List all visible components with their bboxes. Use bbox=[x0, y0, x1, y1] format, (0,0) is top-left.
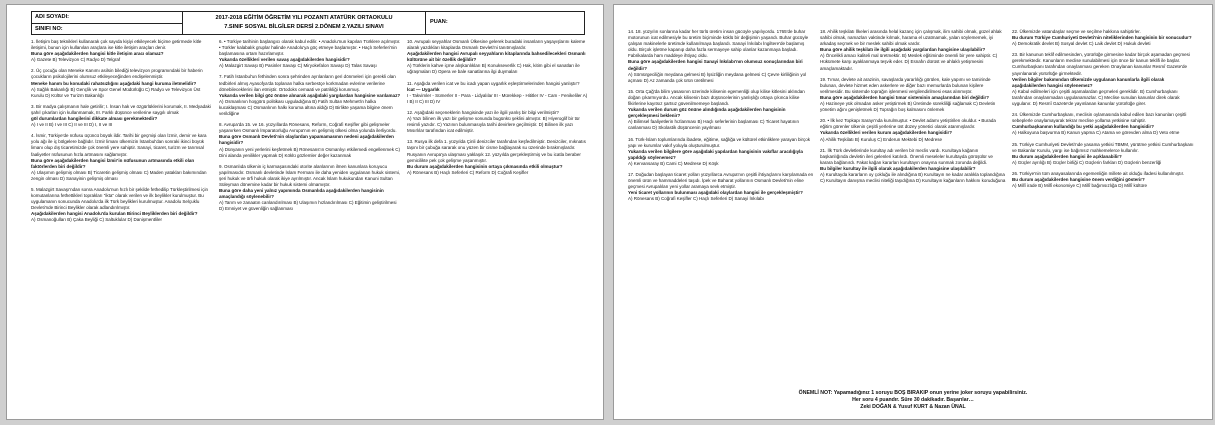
note-authors: Zeki DOĞAN & Yusuf KURT & Nazan ÜNAL bbox=[860, 404, 966, 410]
question-text: 26. Türkiye'nin tüm anayasalarında egemenliğin millete ait olduğu ifadesi kullanılmıştır. bbox=[1012, 170, 1185, 176]
question-text: 16. Türk-İslam toplumlarında ibadete, eğitime, sağlığa ve kültürel etkinliklere yarayan birçok yapı ve kurumlar vakıf yoluyla oluşturulmuştur. bbox=[628, 136, 811, 148]
note-line-1: ÖNEMLİ NOT: Yapamadığınız 1 soruyu BOŞ BIRAKIP onun yerine joker soruyu yapabilirsiniz. bbox=[798, 390, 1028, 396]
question-text: 20. • İlk kez Topkapı Sarayı'nda kurulmuştur. • Devlet adamı yetiştirilen okuldur. • Burada eğitim görenler ülkenin çeşitli yerlerine üst düzey yönetici olarak atanmışlardır. bbox=[820, 118, 996, 130]
question-prompt: Yukarıda verilen durum göz önüne alındığında aşağıdakilerden hangisinin gerçekleşmesi beklenir? bbox=[628, 107, 786, 119]
question-block bbox=[1012, 29, 1198, 47]
question-text: 6. • Türkiye tarihinin başlangıcı olarak kabul edilir. • Anadolu'nun kapıları Türklere açılmıştır. • Türkler kalabalık gruplar halinde Anadolu'ya göç etmeye başlamıştır. • Haçlı Seferleri'nin başlamasına ortam hazırlamıştır. bbox=[219, 39, 401, 57]
question-text: 14. 18. yüzyılın sonlarına kadar her türlü üretim insan gücüyle yapılıyordu. 1765'de buhar motorunun icat edilmesiyle bu üretim biçiminde köklü bir değişimin yaşandı. Buhar gücüyle çalışan makinelerle üretimde kullanılmaya başlandı. Sanayi İnkılabı İngiltere'de başlamış oldu. Birçok işletme kapanıp daha fazla sermayeye sahip olanlar kazanmaya başladı. Fabrikalarda ham maddeye ihtiyaç oldu. bbox=[628, 29, 809, 59]
question-options: A) Dünyanın yeni yerlerini keşfetmek B) Rönesans'ın Osmanlıyı etkilemedi engellenmek C) Dini alanda yenilikler yapmak D) Köklü gözlemler değer kazanmak bbox=[219, 146, 400, 158]
question-text: 2. Üç çocuğu olan Meneke Kanımı asilsin bilediği televizyon programındaki bir haberin çocukların psikolojilerini olumsuz etkileyeceğinden endişelenmiştir. bbox=[31, 68, 203, 80]
question-prompt: Yeni ticaret yollarının bulunması aşağıdaki olaylardan hangisi ile gerçekleşmiştir? bbox=[628, 190, 803, 196]
question-prompt: Aşağıdakilerden hangisi Anadolu'da kurulan Birinci Beyliklerden biri değildir? bbox=[31, 211, 198, 217]
question-block bbox=[820, 148, 1006, 185]
question-block bbox=[31, 104, 213, 128]
student-info-box bbox=[32, 12, 183, 34]
question-text: 7. Fatih İstanbul'un fethinden sonra şehrinden ayrılanların geri dönmeleri için gerekli olan tedbirleri almış Ayasofya'da toplanan halka serbestçe korkmadan evlerine verilerine dönebileceklerini ilan etmiştir. Ortodoks cemaati ve patrikliği korunmuş. bbox=[219, 74, 396, 92]
question-block bbox=[1012, 142, 1198, 166]
question-block bbox=[628, 172, 814, 202]
exam-page-left bbox=[6, 4, 604, 420]
question-text: 4. İsmir, Türkiye'de nüfusu üçüncü büyük ildir. Tarihi bir geçmişi olan İzmir, demir ve kara yolu ağı ile iç bölgelere bağlıdır. İzmir limanı ülkemizin İstanbul'dan sonraki ikinci büyük limanı olup dış ticaretimizde çok önemli yere sahiptir. Sanayi, ticaret, turizm ve tarımsal faaliyetler nüfusunun hızla artmasını sağlamıştır. bbox=[31, 133, 207, 157]
question-block bbox=[628, 29, 814, 84]
question-options: A) Tarım ve zanaatın canlandırılması B) Ulaşımın hızlandırılması C) Eğitimin geliştirilmesi D) Emniyet ve güvenliğin sağlanması bbox=[219, 200, 397, 212]
question-block bbox=[31, 187, 213, 224]
question-block bbox=[820, 29, 1006, 72]
column-6 bbox=[1012, 29, 1198, 373]
question-prompt: Verilen bilgiler bakımından ülkemizde uygulanan kanunlarla ilgili olarak aşağıdakilerden hangisi söylenemez? bbox=[1012, 76, 1165, 88]
question-text: 15. Orta Çağ'da bilim yasasının üzerinde kilisenin egemenliği olup kilise kitlesini aklından doğan çıkarmıyordu. Ancak kilisenin bazı düşüncelerinin yanlışlığı ortaya çıkınca kilise fikirlerine kayıtsız şartsız güvenilmemeye başlandı. bbox=[628, 88, 805, 107]
question-block bbox=[628, 137, 814, 167]
score-label: PUAN: bbox=[430, 19, 448, 25]
exam-title-line1: 2017-2018 EĞİTİM ÖĞRETİM YILI POZANTI ATATÜRK ORTAOKULU bbox=[215, 15, 393, 21]
question-block bbox=[219, 122, 401, 159]
question-text: 5. Malazgirt Savaşı'ndan sonra Anadolu'nun hızlı bir şekilde fethedilip Türkleştirilmesi için komutanlarına fethettikleri toprakları "ikta" olarak verilen ve ilk beylikler kurulmuştur. Bu uygulamanın sonucunda Anadolu'da ilk Türk beylikleri kurulmuştur. Anadolu Selçuklu Devleti'nde Birinci Beylikler olarak adlandırılmıştır. bbox=[31, 186, 208, 211]
question-options: A) Halkoyuna başvurma B) Kanun yapma C) Atama ve görevden alma D) Veto etme bbox=[1012, 130, 1180, 136]
column-5 bbox=[820, 29, 1006, 373]
question-block bbox=[31, 133, 213, 182]
question-options: A) Bilimsel faaliyetlerin hızlanması B) Haçlı seferlerinin başlaması C) Ticaret hayatının canlanması D) Skolastik düşüncenin yayılması bbox=[628, 119, 800, 131]
question-options: A) Demokratik devlet B) Sosyal devlet C) Laik devlet D) Hukuk devleti bbox=[1012, 41, 1151, 47]
exam-title bbox=[183, 12, 426, 34]
question-text: 8. Avrupa'da 15. ve 16. yüzyıllarda Rönesans, Reform, Coğrafi Keşifler gibi gelişmeler yaşanırken Osmanlı İmparatorluğu Avrupa'nın en gelişmiş ülkesi olma yolunda ilerliyordu. bbox=[219, 122, 397, 134]
question-prompt: Buna göre aşağıdakilerden hangisi Sanayi İnkılabı'nın olumsuz sonuçlarından biri değildir? bbox=[628, 59, 803, 71]
question-text: 10. Avrupalı seyyahlar Osmanlı Ülkesine gelerek buradaki insanların yaşayışlarını kaleme alarak yazdıkları kitaplarda Osmanlı Devleti'ni tanıtmışlardır. bbox=[407, 39, 586, 51]
question-options: A) Osmanlının hoşgörü politikası uyguladığına B) Fatih Sultan Mehmet'in halka kucaklaşması C) Osmanlının halkı koruma altına aldığı D) Birlikte yaşama bilgine önem verildiğine bbox=[219, 98, 393, 117]
question-options: A) Kervansaray B) Cami C) Medrese D) Köşk bbox=[628, 160, 719, 166]
question-columns-right bbox=[628, 29, 1198, 373]
column-3 bbox=[407, 39, 589, 415]
question-prompt: Buna göre daha yeni yalnız yapımında Osmanlıda aşağıdakilerden hangisinin amaçlandığı söylenebilir? bbox=[219, 188, 384, 200]
question-prompt: Buna göre aşağıdakilerden hangisi İzmir'in nüfusunun artmasında etkili olan faktörlerden biri değildir? bbox=[31, 157, 195, 169]
exam-page-right bbox=[613, 4, 1213, 420]
question-prompt: Bu bilgiler kurultay ile ilgili olarak aşağıdakilerden hangisine ulaşılabilir? bbox=[820, 165, 976, 171]
question-options: A) Osmanoğulları B) Çaka Beyliği C) Saltuklular D) Danişmentliler bbox=[31, 217, 163, 223]
question-prompt: Bu durum aşağıdakilerden hangisine önem verdiğini gösterir? bbox=[1012, 176, 1145, 182]
question-block bbox=[31, 39, 213, 63]
question-text: 19. Tımar, devlete ait arazinin, savaşlarda yararlılığı görülen, kale yapımı ve tamirinde bulunan, devlete hizmet eden askerlere ve diğer bazı memurlarda bulunan kişilere verilmesidir. Bu sistemde toprağın işlenmesi vergilendirilmesi esas alınmıştır. bbox=[820, 76, 991, 94]
question-prompt: Yukarıda verilen bilgi göz önüne alınarak aşağıdaki yargılardan hangisine varılamaz? bbox=[219, 92, 401, 98]
question-options: A) Ahilik Teşkilatı B) Kuruluş C) Enderun Mektebi D) Medrese bbox=[820, 136, 942, 142]
question-prompt: Meneke hanım bu konudaki rahatsızlığını aşağıdaki hangi kuruma iletmelidir? bbox=[31, 80, 197, 86]
question-block bbox=[820, 118, 1006, 142]
question-text: 24. Ülkemizde Cumhurbaşkanı, meclisin oylamasında kabul edilen bazı kanunları çeşitli sebeplerle onaylamayarak tekrar meclise yollama yetkisine sahiptir. bbox=[1012, 112, 1187, 124]
question-options: A) Millî irade B) Millî ekonomiye C) Millî bağımsızlığa D) Millî kültüre bbox=[1012, 183, 1148, 189]
question-options: A) Türklerin kahve içme alışkanlıkları B) Konukseverlik C) Hak, kitim gibi el sanatları ile uğraşmaları D) Opera ve bale sanatlarına ilgi duymaları bbox=[407, 63, 580, 75]
question-block bbox=[219, 164, 401, 213]
question-text: 12. Aşağıdaki seçeneklerin hangisinde yazı ile ilgili yanlış bir bilgi verilmiştir? bbox=[407, 109, 559, 115]
exam-header bbox=[31, 11, 585, 35]
question-text: 22. Ülkemizde vatandaşlar seçme ve seçilme hakkına sahiptirler. bbox=[1012, 29, 1141, 34]
question-prompt: Buna göre aşağıdakilerden hangisi tımar sisteminin amaçlarından biri değildir? bbox=[820, 94, 990, 100]
question-prompt: Buna göre ahilik teşkilatı ile ilgili aşağıdaki yargılardan hangisine ulaşılabilir? bbox=[820, 47, 986, 53]
question-options: A) Hazineye yük olmadan asker yetiştirmek B) Üretimde sürekliliği sağlamak C) Devletin yönetim ağını genişletmek D) Toprağın boş kalmasını önlemek bbox=[820, 101, 996, 113]
important-note bbox=[674, 390, 1152, 411]
question-options: A) Kabul edilmeleri için çeşitli aşamalardan geçmeleri gereklidir. B) Cumhurbaşkanı tarafından onaylanmadan uygulanamazlar. C) Meclise sunulan kanunlar direk olarak uygulanır. D) Resmî Gazete'de yayınlanan kanunlar yürürlüğe girer. bbox=[1012, 88, 1180, 107]
question-text: 23. Bir kanunun teklif edilmesinden, yürürlüğe girmesine kadar birçok aşamadan geçmesi gerekmektedir. Kanunların meclise sunulabilmesi için önce bir kanun teklifi ile başlar. Cumhurbaşkanı tarafından onaylanması gereken Onaylanan kanunlar Resmî Gazete'de yayınlanarak yürürlüğe girmektedir. bbox=[1012, 52, 1190, 76]
question-text: 17. Doğudan başlayan ticaret yolları yüzyıllarca Avrupa'nın çeşitli ihtiyaçlarını karşılamada en önemli ürün ve hammaddeleri taşıdı. İpek ve Baharat yollarının Osmanlı Devleti'nin eline geçmesi Avrupalıları yeni yollar aramaya sevk etmiştir. bbox=[628, 171, 814, 190]
question-block bbox=[820, 77, 1006, 114]
question-prompt: Buna göre aşağıdakilerden hangisi kitle iletişim aracı olamaz? bbox=[31, 51, 164, 57]
question-options: I - Takvimler - Sümerler II - Para - Lidyalılar III - Mürekkep - Hititler IV - Cam - Fenikeliler A) I B) II C) III D) IV bbox=[407, 92, 588, 104]
question-options: A) Güçler ayrılığı B) Güçler birliği C) Güçlerin farkları D) Güçlerin benzerliği bbox=[1012, 159, 1162, 165]
question-text: 18. Ahilik teşkilatı İlkeleri arasında helal kazanç için çalışmak, ilim sahibi olmak, güzel ahlak sahibi olmak, namazları vaktinde kılmak, harama el uzatmamak, yalan söylememek, iyi arkadaş seçmek ve bir meslek sahibi olmak vardır. bbox=[820, 29, 1002, 47]
question-block bbox=[219, 39, 401, 69]
question-prompt: Bu durum Türkiye Cumhuriyeti Devleti'nin niteliklerinden hangisinin bir sonucudur? bbox=[1012, 35, 1192, 41]
question-options: A) Sömürgeciliğin meydana gelmesi B) İşsizliğin meydana gelmesi C) Çevre kirliliğinin yol açması D) Az zamanda çok ürün üretilmesi bbox=[628, 71, 807, 83]
column-1 bbox=[31, 39, 213, 415]
question-prompt: Bu durum aşağıdakilerden hangisinin ortaya çıkmasında etkili olmuştur? bbox=[407, 163, 563, 169]
question-prompt: İcat — Uygarlık bbox=[407, 86, 440, 92]
question-block bbox=[407, 81, 589, 105]
question-options: A) Öncelikli amacı kaliteli mal üretmektir. B) Meslek eğitiminde önemli bir yere sahiptir. C) Hükümete karşı ayaklanmaya teşvik eder. D) Esnafın dürüst ve ahlaklı yetişmesini amaçlamaktadır. bbox=[820, 53, 998, 71]
question-text: 1. İletişim baş teknikleri kullanarak çok sayıda kişiyi etkileyecek biçime getirmede kitle iletişimi, bunun için kullanılan araçlara ise kitle iletişim araçları denir. bbox=[31, 39, 202, 51]
question-options: A) Rönesans B) Coğrafi Keşifler C) Haçlı Seferleri D) Sanayi İnkılabı bbox=[628, 196, 765, 202]
question-prompt: Cumhurbaşkanının kullandığı bu yetki aşağıdakilerden hangisidir? bbox=[1012, 124, 1155, 130]
question-options: A) Malazgirt Savaşı B) Pasinler Savaşı C) Miryokefalon Savaşı D) Talas Savaşı bbox=[219, 63, 377, 69]
question-prompt: Bu durum aşağıdakilerden hangisi ile açıklanabilir? bbox=[1012, 153, 1122, 159]
question-text: 13. Rusya ilk defa 1. yüzyılda Çinli denizciler tarafından keşfedilmiştir. Denizciler, mıknatıs taşını bir çubuğa sararak onu yüzen bir cisme bağlayarak su üzerinde bırakmışlardır. Rusyanın Avrupa'ya ulaşması yaklaşık 12. yüzyılda gerçekleştirmiş ve bu icatla beraber gemicilikte pek çok gelişme yaşanmıştır. bbox=[407, 139, 586, 163]
question-options: A) Gazete B) Televizyon C) Radyo D) Telgraf bbox=[31, 57, 121, 63]
question-block bbox=[31, 68, 213, 98]
question-block bbox=[1012, 52, 1198, 107]
question-text: 3. Bir madya çalışmanın hale getirilir; I. İnsan hak ve özgürlüklerini korumak, II. Medyadaki şahıl çıkarları için kullanmamak, III. Farklı düşünce verilerine saygılı olmak bbox=[31, 103, 211, 115]
exam-title-line2: 7.SINIF SOSYAL BİLGİLER DERSİ 2.DÖNEM 2.YAZILI SINAVI bbox=[224, 24, 384, 30]
question-options: A) Kurultayda kararların oy çokluğu ile alındığına B) Kurultayın ne kadar aralıkla toplandığına C) Kurultayın danışma meclisi niteliği taşıdığına D) Kurultayın kağanların hakkını koruduğuna bbox=[820, 171, 1006, 184]
note-line-2: Her soru 4 puandır. Süre 30 dakikadır. Başarılar… bbox=[852, 397, 974, 403]
question-columns-left bbox=[31, 39, 589, 415]
question-text: 25. Türkiye Cumhuriyeti Devleti'nde yasama yetkisi TBMM, yürütme yetkisi Cumhurbaşkanı ve Bakanlar Kurulu, yargı ise bağımsız mahkemelerce kullanılır. bbox=[1012, 141, 1194, 153]
question-prompt: Yukarıda özellikleri verilen kurum aşağıdakilerden hangisidir? bbox=[820, 130, 953, 136]
question-options: A) I ve II B) I ve III C) II ve III D) I, II ve III bbox=[31, 122, 113, 128]
question-options: A) Yazı bilinen ilk yazı bir gelişme sonunda bugünkü şeklini almıştır. B) Hiyeroglif bir tür resimli yazıdır. C) Yazının bulunmasıyla tarihi devirlere geçilmiştir. D) Bilinen ilk yazı Mısırlılar tarafından icat edilmiştir. bbox=[407, 116, 580, 134]
question-prompt: Yukarıda verilen bilgilere göre aşağıdaki yapılardan hangisinin vakıflar aracılığıyla yapıldığı söylenemez? bbox=[628, 148, 803, 160]
name-label: ADI SOYADI: bbox=[32, 12, 182, 24]
column-2 bbox=[219, 39, 401, 415]
question-block bbox=[407, 39, 589, 76]
question-text: 21. İlk Türk devletlerinde kurultay adı verilen bir meclis vardı. Kurultaya kağanın başkanlığında devletin ileri gelenleri katılırdı. Önemli meseleler kurultayda görüşülür ve karara bağlanırdı. Fakat kağan kararları kurultayın onayına sunmak zorunda değildi. bbox=[820, 147, 993, 165]
question-block bbox=[407, 139, 589, 176]
question-block bbox=[628, 89, 814, 132]
question-prompt: Buna göre Osmanlı Devleti'nin olaylardan yapamamasının nedeni aşağıdakilerden hangisidir? bbox=[219, 134, 394, 146]
question-text: 11. Aşağıda verilen icat ve bu icadı yapan uygarlık eşleştirmelerinden hangisi yanlıştır? bbox=[407, 80, 580, 86]
column-4 bbox=[628, 29, 814, 373]
question-prompt: Yukarıda özellikleri verilen savaş aşağıdakilerden hangisidir? bbox=[219, 57, 350, 63]
question-options: A) Rönesans B) Haçlı Seferleri C) Reform D) Coğrafi Keşifler bbox=[407, 169, 529, 175]
class-label: SINIFI NO: bbox=[35, 26, 63, 32]
question-options: A) Ulaşımın gelişmiş olması B) Ticaretin gelişmiş olması C) Maden yatakları bakımından zengin olması D) Sanayinin gelişmiş olması bbox=[31, 169, 207, 181]
question-prompt: Aşağıdakilerden hangisi Avrupalı seyyahların kitaplarında bahsedilecekleri Osmanlı kültürüne ait bir özellik değildir? bbox=[407, 51, 586, 63]
question-prompt: göl durumlardan hangilerini dikkate alması gerekmektedir? bbox=[31, 116, 158, 122]
question-block bbox=[1012, 112, 1198, 136]
question-block bbox=[407, 110, 589, 134]
question-text: 9. Osmanlıda ülkenin iç karmaşasındaki otorite alanlarının ilmen kanunlara koruyucu yapılmasıdır. Osmanlı devletinde İslam Fermanı ile daha yeniden uygulanan hukuk sistemi, şeri hukuk ve örfi hukuk olarak ikiye ayrılmıştır. Ancak İslam hukukundan Kanuni Sultan Süleyman dönemine kadar bir hukuk sistemi olmamıştır. bbox=[219, 163, 401, 187]
question-block bbox=[219, 74, 401, 117]
question-block bbox=[1012, 171, 1198, 189]
question-options: A) Sağlık Bakanlığı B) Gençlik ve Spor Genel Müdürlüğü C) Radyo ve Televizyon Üst Kurulu D) Kültür ve Turizm Bakanlığı bbox=[31, 86, 201, 98]
